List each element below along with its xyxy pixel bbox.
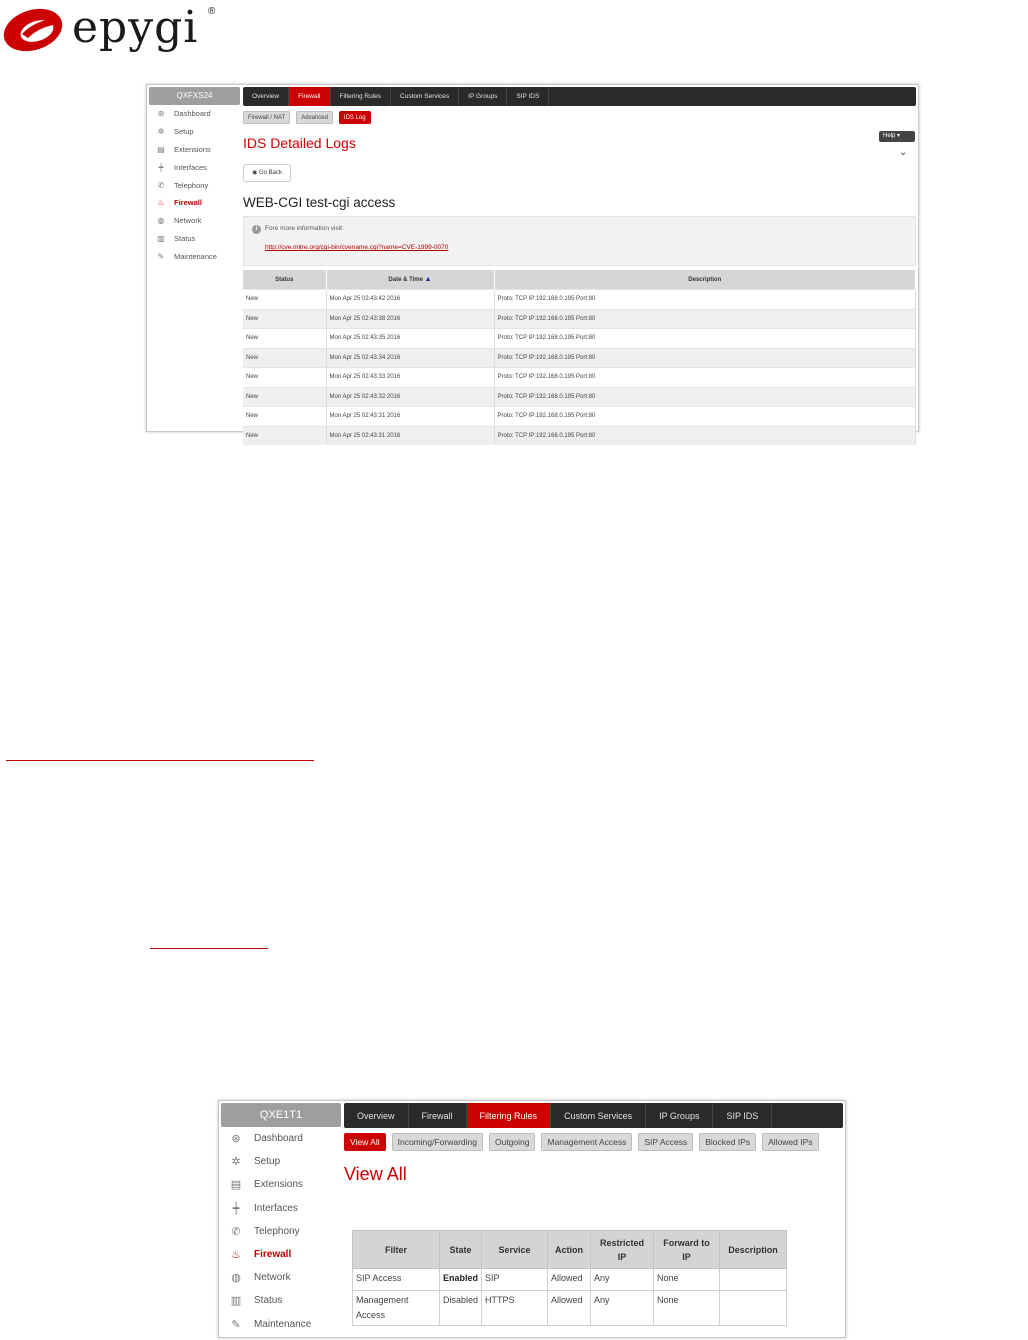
service-cell: SIP <box>482 1269 548 1291</box>
sidebar-item-label: Maintenance <box>254 1318 312 1330</box>
tab-firewall[interactable]: Firewall <box>289 87 330 106</box>
caret-down-icon: ▾ <box>897 133 901 139</box>
sidebar-item-status[interactable] <box>221 1289 341 1312</box>
sidebar <box>149 87 240 265</box>
filtering-rules-table <box>352 1230 787 1326</box>
column-header-restricted-ip[interactable]: Restricted IP <box>591 1231 654 1269</box>
registered-mark: ® <box>208 6 216 17</box>
description-cell: Proto: TCP IP:192.168.0.195 Port:80 <box>494 407 916 427</box>
ids-log-screenshot <box>146 84 919 439</box>
network-tree-icon: ┿ <box>232 1202 240 1215</box>
wrench-icon: ✎ <box>231 1318 241 1331</box>
bar-chart-icon: ▥ <box>157 233 165 243</box>
tab-sip-ids[interactable]: SIP IDS <box>507 87 549 106</box>
tab-firewall[interactable]: Firewall <box>409 1103 467 1128</box>
sidebar-item-setup[interactable] <box>149 123 240 141</box>
gear-icon: ✲ <box>157 127 165 137</box>
cve-link[interactable]: http://cve.mitre.org/cgi-bin/cvename.cgi?name=CVE-1999-0070 <box>265 244 449 251</box>
info-text: Fore more information visit: <box>265 225 344 232</box>
sidebar-item-label: Extensions <box>254 1179 303 1191</box>
sidebar-item-label: Network <box>254 1272 291 1284</box>
sidebar-item-label: Telephony <box>174 180 209 190</box>
sidebar-item-dashboard[interactable] <box>149 105 240 123</box>
column-header-description[interactable]: Description <box>494 270 916 290</box>
column-header-date-time[interactable]: Date & Time ▲ <box>326 270 494 290</box>
table-row <box>243 329 916 349</box>
sidebar-item-telephony[interactable] <box>221 1220 341 1243</box>
tab-ip-groups[interactable]: IP Groups <box>459 87 507 106</box>
phone-icon: ✆ <box>231 1225 241 1238</box>
sidebar-item-firewall[interactable] <box>221 1243 341 1266</box>
table-row <box>243 348 916 368</box>
column-header-forward-to-ip[interactable]: Forward to IP <box>654 1231 720 1269</box>
column-header-state[interactable]: State <box>440 1231 482 1269</box>
sidebar-item-label: Interfaces <box>174 162 207 172</box>
status-cell: New <box>243 309 326 329</box>
column-header-status[interactable]: Status <box>243 270 326 290</box>
state-cell: Disabled <box>440 1291 482 1326</box>
table-row <box>243 290 916 310</box>
subtab-firewall-nat[interactable]: Firewall / NAT <box>243 111 290 124</box>
sidebar-item-extensions[interactable] <box>221 1173 341 1196</box>
table-row <box>243 426 916 445</box>
sidebar-item-label: Telephony <box>254 1225 300 1237</box>
sidebar-item-network[interactable] <box>149 212 240 230</box>
globe-icon: ◍ <box>157 216 165 226</box>
info-icon: i <box>252 225 261 234</box>
subtab-management-access[interactable]: Management Access <box>541 1133 632 1151</box>
top-nav <box>243 87 916 106</box>
sidebar-item-label: Interfaces <box>254 1202 298 1214</box>
description-cell: Proto: TCP IP:192.168.0.195 Port:80 <box>494 329 916 349</box>
action-cell: Allowed <box>548 1291 591 1326</box>
subtab-blocked-ips[interactable]: Blocked IPs <box>699 1133 756 1151</box>
state-cell: Enabled <box>440 1269 482 1291</box>
forward-to-ip-cell: None <box>654 1291 720 1326</box>
subtab-sip-access[interactable]: SIP Access <box>638 1133 693 1151</box>
network-tree-icon: ┿ <box>158 162 164 172</box>
table-row <box>243 407 916 427</box>
phone-icon: ✆ <box>157 180 165 190</box>
sidebar-item-label: Extensions <box>174 144 211 154</box>
column-header-service[interactable]: Service <box>482 1231 548 1269</box>
subtab-allowed-ips[interactable]: Allowed IPs <box>762 1133 818 1151</box>
sidebar-item-label: Setup <box>254 1156 281 1168</box>
sort-ascending-icon: ▲ <box>424 276 432 283</box>
sidebar-menu <box>149 105 240 265</box>
tab-ip-groups[interactable]: IP Groups <box>646 1103 713 1128</box>
service-cell: HTTPS <box>482 1291 548 1326</box>
view-all-screenshot <box>218 1100 846 1338</box>
status-cell: New <box>243 426 326 445</box>
go-back-button[interactable]: ◉ Go Back <box>243 164 291 182</box>
status-cell: New <box>243 348 326 368</box>
sidebar-item-label: Firewall <box>254 1249 292 1261</box>
sub-tabs <box>243 111 377 124</box>
forward-to-ip-cell: None <box>654 1269 720 1291</box>
dashboard-icon: ⊛ <box>157 109 165 119</box>
epygi-swoosh-icon <box>0 2 70 56</box>
globe-icon: ◍ <box>231 1272 241 1285</box>
tab-filtering-rules[interactable]: Filtering Rules <box>467 1103 552 1128</box>
sidebar-item-interfaces[interactable] <box>149 158 240 176</box>
gear-icon: ✲ <box>231 1156 241 1169</box>
subtab-ids-log[interactable]: IDS Log <box>339 111 371 124</box>
bar-chart-icon: ▥ <box>230 1295 242 1308</box>
date-time-cell: Mon Apr 25 02:43:33 2016 <box>326 368 494 388</box>
status-cell: New <box>243 407 326 427</box>
text-underline <box>150 948 268 949</box>
table-row <box>243 387 916 407</box>
info-box <box>243 216 916 266</box>
sidebar-item-interfaces[interactable] <box>221 1197 341 1220</box>
epygi-logo <box>0 0 240 60</box>
tab-custom-services[interactable]: Custom Services <box>551 1103 646 1128</box>
filter-cell: SIP Access <box>353 1269 440 1291</box>
date-time-cell: Mon Apr 25 02:43:34 2016 <box>326 348 494 368</box>
book-icon: ▤ <box>230 1179 242 1192</box>
help-button[interactable]: Help ▾ <box>879 131 915 142</box>
sidebar-item-maintenance[interactable] <box>149 247 240 265</box>
subtab-outgoing[interactable]: Outgoing <box>489 1133 536 1151</box>
table-row <box>243 368 916 388</box>
date-time-cell: Mon Apr 25 02:43:32 2016 <box>326 387 494 407</box>
column-header-action[interactable]: Action <box>548 1231 591 1269</box>
description-cell: Proto: TCP IP:192.168.0.195 Port:80 <box>494 426 916 445</box>
sidebar-item-status[interactable] <box>149 230 240 248</box>
page-title: View All <box>344 1164 407 1184</box>
status-cell: New <box>243 290 326 310</box>
chevron-down-icon[interactable]: ⌄ <box>899 147 908 158</box>
description-cell: Proto: TCP IP:192.168.0.195 Port:80 <box>494 348 916 368</box>
subtab-incoming-forwarding[interactable]: Incoming/Forwarding <box>392 1133 483 1151</box>
flame-icon: ♨ <box>157 198 165 208</box>
table-row[interactable] <box>353 1269 787 1291</box>
sidebar-item-extensions[interactable] <box>149 141 240 159</box>
status-cell: New <box>243 368 326 388</box>
status-cell: New <box>243 329 326 349</box>
description-cell: Proto: TCP IP:192.168.0.195 Port:80 <box>494 309 916 329</box>
sidebar-item-label: Dashboard <box>174 109 211 119</box>
description-cell: Proto: TCP IP:192.168.0.195 Port:80 <box>494 387 916 407</box>
sidebar-item-network[interactable] <box>221 1266 341 1289</box>
tab-overview[interactable]: Overview <box>344 1103 409 1128</box>
sidebar-item-label: Status <box>254 1295 283 1307</box>
column-header-description[interactable]: Description <box>720 1231 787 1269</box>
description-cell <box>720 1291 787 1326</box>
sidebar-item-label: Maintenance <box>174 251 217 261</box>
subtab-view-all[interactable]: View All <box>344 1133 386 1151</box>
restricted-ip-cell: Any <box>591 1291 654 1326</box>
filter-cell: Management Access <box>353 1291 440 1326</box>
arrow-left-icon: ◉ <box>252 170 258 176</box>
sidebar-item-label: Setup <box>174 127 194 137</box>
restricted-ip-cell: Any <box>591 1269 654 1291</box>
tab-custom-services[interactable]: Custom Services <box>391 87 459 106</box>
sidebar-item-firewall[interactable] <box>149 194 240 212</box>
date-time-cell: Mon Apr 25 02:43:31 2016 <box>326 407 494 427</box>
description-cell: Proto: TCP IP:192.168.0.195 Port:80 <box>494 368 916 388</box>
ids-log-table <box>243 270 916 445</box>
text-underline <box>6 760 314 761</box>
date-time-cell: Mon Apr 25 02:43:38 2016 <box>326 309 494 329</box>
sidebar-item-label: Network <box>174 216 202 226</box>
date-time-cell: Mon Apr 25 02:43:42 2016 <box>326 290 494 310</box>
page-title: IDS Detailed Logs <box>243 135 356 151</box>
description-cell <box>720 1269 787 1291</box>
device-name: QXFXS24 <box>149 87 240 105</box>
top-nav <box>344 1103 843 1128</box>
flame-icon: ♨ <box>231 1249 241 1262</box>
sidebar-item-dashboard[interactable] <box>221 1127 341 1150</box>
sidebar-item-label: Status <box>174 233 196 243</box>
table-row <box>243 309 916 329</box>
tab-sip-ids[interactable]: SIP IDS <box>713 1103 772 1128</box>
action-cell: Allowed <box>548 1269 591 1291</box>
date-time-cell: Mon Apr 25 02:43:35 2016 <box>326 329 494 349</box>
tab-filtering-rules[interactable]: Filtering Rules <box>331 87 392 106</box>
sidebar-menu <box>221 1127 341 1336</box>
sidebar-item-telephony[interactable] <box>149 176 240 194</box>
sidebar-item-label: Dashboard <box>254 1133 303 1145</box>
subtab-advanced[interactable]: Advanced <box>296 111 333 124</box>
sidebar-item-label: Firewall <box>174 198 202 208</box>
device-name: QXE1T1 <box>221 1103 341 1127</box>
sub-tabs <box>344 1133 825 1151</box>
sidebar-item-setup[interactable] <box>221 1150 341 1173</box>
rule-title: WEB-CGI test-cgi access <box>243 195 396 210</box>
wrench-icon: ✎ <box>157 251 165 261</box>
date-time-cell: Mon Apr 25 02:43:31 2016 <box>326 426 494 445</box>
tab-overview[interactable]: Overview <box>243 87 289 106</box>
book-icon: ▤ <box>157 144 165 154</box>
column-header-filter[interactable]: Filter <box>353 1231 440 1269</box>
logo-wordmark: epygi <box>72 2 199 53</box>
sidebar-item-maintenance[interactable] <box>221 1313 341 1336</box>
description-cell: Proto: TCP IP:192.168.0.195 Port:80 <box>494 290 916 310</box>
dashboard-icon: ⊛ <box>231 1133 241 1146</box>
sidebar <box>221 1103 341 1336</box>
table-row[interactable] <box>353 1291 787 1326</box>
status-cell: New <box>243 387 326 407</box>
